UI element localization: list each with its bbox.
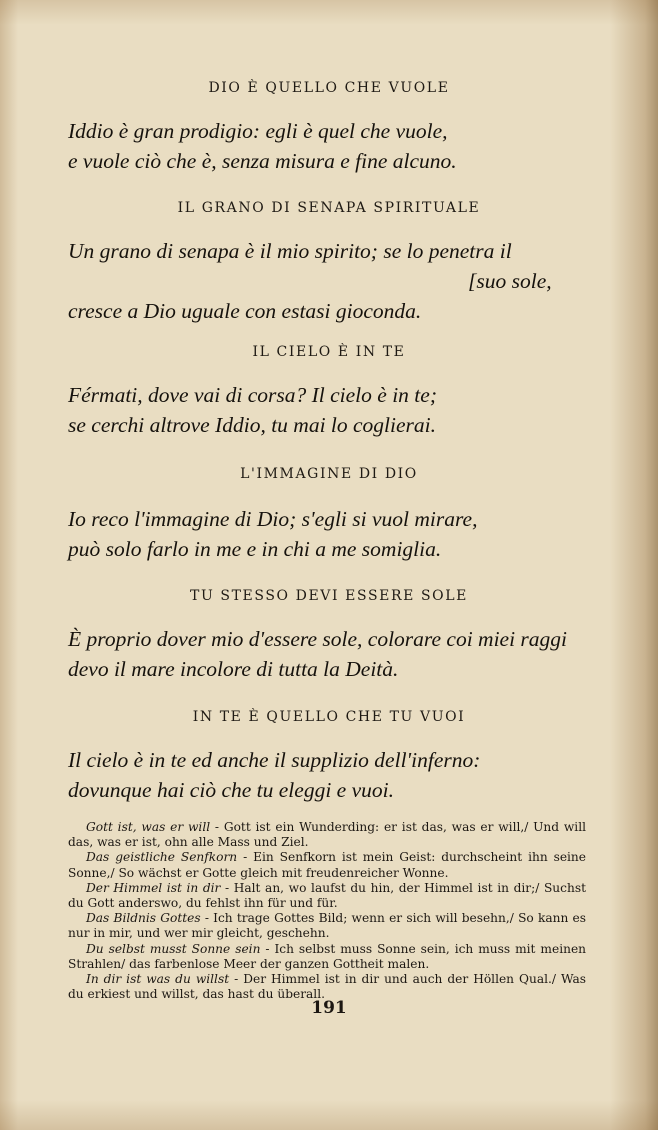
verse-line: Iddio è gran prodigio: egli è quel che vuole, <box>68 119 448 143</box>
footnote-text: - Ich selbst muss Sonne sein, ich muss mit meinen Strahlen/ das farbenlose Meer der ganzen Gottheit malen. <box>68 941 586 971</box>
footnote-text: - Ein Senfkorn ist mein Geist: durchscheint ihn seine Sonne,/ So wächst er Gotte gleich mit freudenreicher Wonne. <box>68 850 586 880</box>
verse-line: cresce a Dio uguale con estasi gioconda. <box>68 299 422 323</box>
verse-line: devo il mare incolore di tutta la Deità. <box>68 657 399 681</box>
verse-line: Férmati, dove vai di corsa? Il cielo è in te; <box>68 383 437 407</box>
footnote <box>68 881 586 911</box>
section-heading: DIO È QUELLO CHE VUOLE <box>208 80 450 96</box>
footnote-title: Das geistliche Senfkorn <box>86 850 238 865</box>
verse <box>68 380 588 440</box>
verse <box>68 236 588 326</box>
section-heading: IL GRANO DI SENAPA SPIRITUALE <box>177 200 481 216</box>
footnotes <box>68 820 586 1002</box>
section-heading: IL CIELO È IN TE <box>252 344 406 360</box>
verse <box>68 624 588 684</box>
verse-line-continuation: [suo sole, <box>468 269 552 293</box>
verse-line: può solo farlo in me e in chi a me somiglia. <box>68 537 442 561</box>
footnote-text: - Der Himmel ist in dir und auch der Höllen Qual./ Was du erkiest und willst, das hast du überall. <box>68 972 586 1002</box>
footnote-title: Der Himmel ist in dir <box>86 880 221 895</box>
verse-line: Io reco l'immagine di Dio; s'egli si vuol mirare, <box>68 507 478 531</box>
section-heading: IN TE È QUELLO CHE TU VUOI <box>192 709 466 725</box>
page-number: 191 <box>311 998 347 1018</box>
footnote-title: Gott ist, was er will <box>86 820 211 834</box>
verse <box>68 116 588 176</box>
footnote-title: In dir ist was du willst <box>86 972 230 987</box>
verse-line: Il cielo è in te ed anche il supplizio dell'inferno: <box>68 748 481 772</box>
section-heading: TU STESSO DEVI ESSERE SOLE <box>190 588 468 604</box>
footnote-title: Das Bildnis Gottes <box>86 911 201 926</box>
footnote <box>68 850 586 880</box>
verse-line: e vuole ciò che è, senza misura e fine alcuno. <box>68 149 457 173</box>
footnote <box>68 820 586 850</box>
footnote <box>68 911 586 941</box>
footnote-text: - Gott ist ein Wunderding: er ist das, was er will,/ Und will das, was er ist, ohn alle Mass und Ziel. <box>68 820 586 850</box>
footnote <box>68 942 586 972</box>
verse-line: Un grano di senapa è il mio spirito; se lo penetra il <box>68 239 512 263</box>
footnote-text: - Halt an, wo laufst du hin, der Himmel ist in dir;/ Suchst du Gott anderswo, du fehlst ihn für und für. <box>68 880 586 911</box>
verse <box>68 504 588 564</box>
verse-line: È proprio dover mio d'essere sole, colorare coi miei raggi <box>68 627 568 651</box>
verse-line: se cerchi altrove Iddio, tu mai lo coglierai. <box>68 413 437 437</box>
verse <box>68 745 588 805</box>
footnote-title: Du selbst musst Sonne sein <box>86 941 261 956</box>
verse-line: dovunque hai ciò che tu eleggi e vuoi. <box>68 778 394 802</box>
footnote-text: - Ich trage Gottes Bild; wenn er sich will besehn,/ So kann es nur in mir, und wer mir gleicht, geschehn. <box>68 911 587 941</box>
section-heading: L'IMMAGINE DI DIO <box>240 466 418 482</box>
